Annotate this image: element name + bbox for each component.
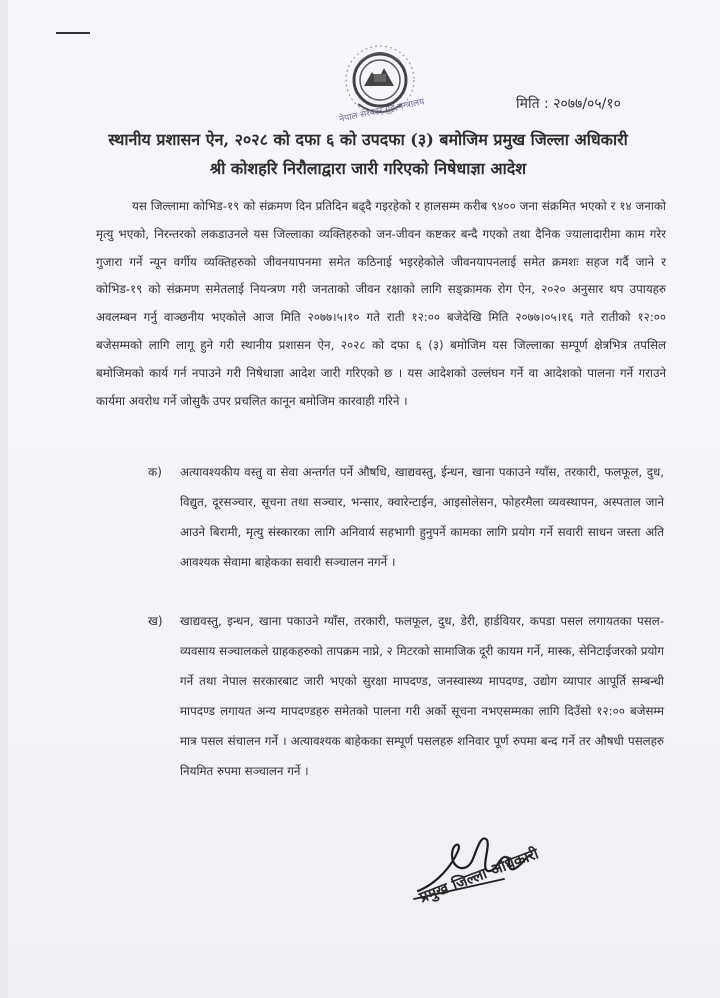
list-item-text: खाद्यवस्तु, इन्धन, खाना पकाउने ग्याँस, तरकारी, फलफूल, दुध, डेरी, हार्डवियर, कपडा पसल लगायतका पसल-व्यवसाय सञ्चालकले ग्राहकहरुको तापक्रम नाप्ने, २ मिटरको सामाजिक दूरी कायम गर्ने, मास्क, सेनिटाईजरको प्रयोग गर्ने तथा नेपाल सरकारबाट जारी भएको सुरक्षा मापदण्ड, जनस्वास्थ्य मापदण्ड, उद्योग व्यापार आपूर्ति सम्बन्धी मापदण्ड लगायत अन्य मापदण्डहरु समेतको पालना गरी अर्को सूचना नभएसम्मका लागि दिउँसो १२:०० बजेसम्म मात्र पसल संचालन गर्ने । अत्यावश्यक बाहेकका सम्पूर्ण पसलहरु शनिवार पूर्ण रुपमा बन्द गर्ने तर औषधी पसलहरु नियमित रुपमा सञ्चालन गर्ने । bbox=[180, 614, 664, 778]
list-item-marker: ख) bbox=[148, 614, 163, 628]
order-body-paragraph: यस जिल्लामा कोभिड-१९ को संक्रमण दिन प्रतिदिन बढ्दै गइरहेको र हालसम्म करीब ९४०० जना संक्रमित भएको र १४ जनाको मृत्यु भएको, निरन्तरको लकडाउनले यस जिल्लाका व्यक्तिहरुको जन-जीवन कष्टकर बन्दै गएको तथा दैनिक ज्यालादारीमा काम गरेर गुजारा गर्ने न्यून वर्गीय व्यक्तिहरुको जीवनयापनमा समेत कठिनाई भइरहेकोले जीवनयापनलाई समेत क्रमशः सहज गर्दै जाने र कोभिड-१९ को संक्रमण समेतलाई नियन्त्रण गरी जनताको जीवन रक्षाको लागि सङ्क्रामक रोग ऐन, २०२० अनुसार थप उपायहरु अवलम्बन गर्नु वाञ्छनीय भएकोले आज मिति २०७७।५।१० गते राती १२:०० बजेदेखि मिति २०७७।०५।१६ गते रातीको १२:०० बजेसम्मको लागि लागू हुने गरी स्थानीय प्रशासन ऐन, २०२८ को दफा ६ (३) बमोजिम यस जिल्लाका सम्पूर्ण क्षेत्रभित्र तपसिल बमोजिमको कार्य गर्न नपाउने गरी निषेधाज्ञा आदेश जारी गरिएको छ । यस आदेशको उल्लंघन गर्ने वा आदेशको पालना गर्ने गराउने कार्यमा अवरोध गर्ने जोसुकै उपर प्रचलित कानून बमोजिम कारवाही गरिने । bbox=[96, 199, 666, 408]
list-item bbox=[148, 606, 664, 786]
document-date: मिति : २०७७/०५/१० bbox=[516, 96, 621, 112]
list-item-marker: क) bbox=[148, 465, 162, 479]
emblem-text: नेपाल सरकार गृह मन्त्रालय bbox=[338, 97, 426, 125]
top-left-dash bbox=[56, 32, 90, 34]
signatory-title: प्रमुख जिल्ला अधिकारी bbox=[416, 844, 541, 907]
document-page bbox=[8, 0, 720, 998]
list-item-text: अत्यावश्यकीय वस्तु वा सेवा अन्तर्गत पर्ने औषधि, खाद्यवस्तु, ईन्धन, खाना पकाउने ग्याँस, तरकारी, फलफूल, दुध, विद्युत, दूरसञ्चार, सूचना तथा सञ्चार, भन्सार, क्वारेन्टाईन, आइसोलेसन, फोहरमैला व्यवस्थापन, अस्पताल जाने आउने बिरामी, मृत्यु संस्कारका लागि अनिवार्य सहभागी हुनुपर्ने कामका लागि प्रयोग गर्ने सवारी साधन जस्ता अति आवश्यक सेवामा बाहेकका सवारी सञ्चालन नगर्ने । bbox=[180, 465, 664, 569]
document-title: स्थानीय प्रशासन ऐन, २०२८ को दफा ६ को उपदफा (३) बमोजिम प्रमुख जिल्ला अधिकारी श्री कोशहरि निरौलाद्वारा जारी गरिएको निषेधाज्ञा आदेश bbox=[108, 130, 628, 178]
list-item bbox=[148, 457, 664, 577]
